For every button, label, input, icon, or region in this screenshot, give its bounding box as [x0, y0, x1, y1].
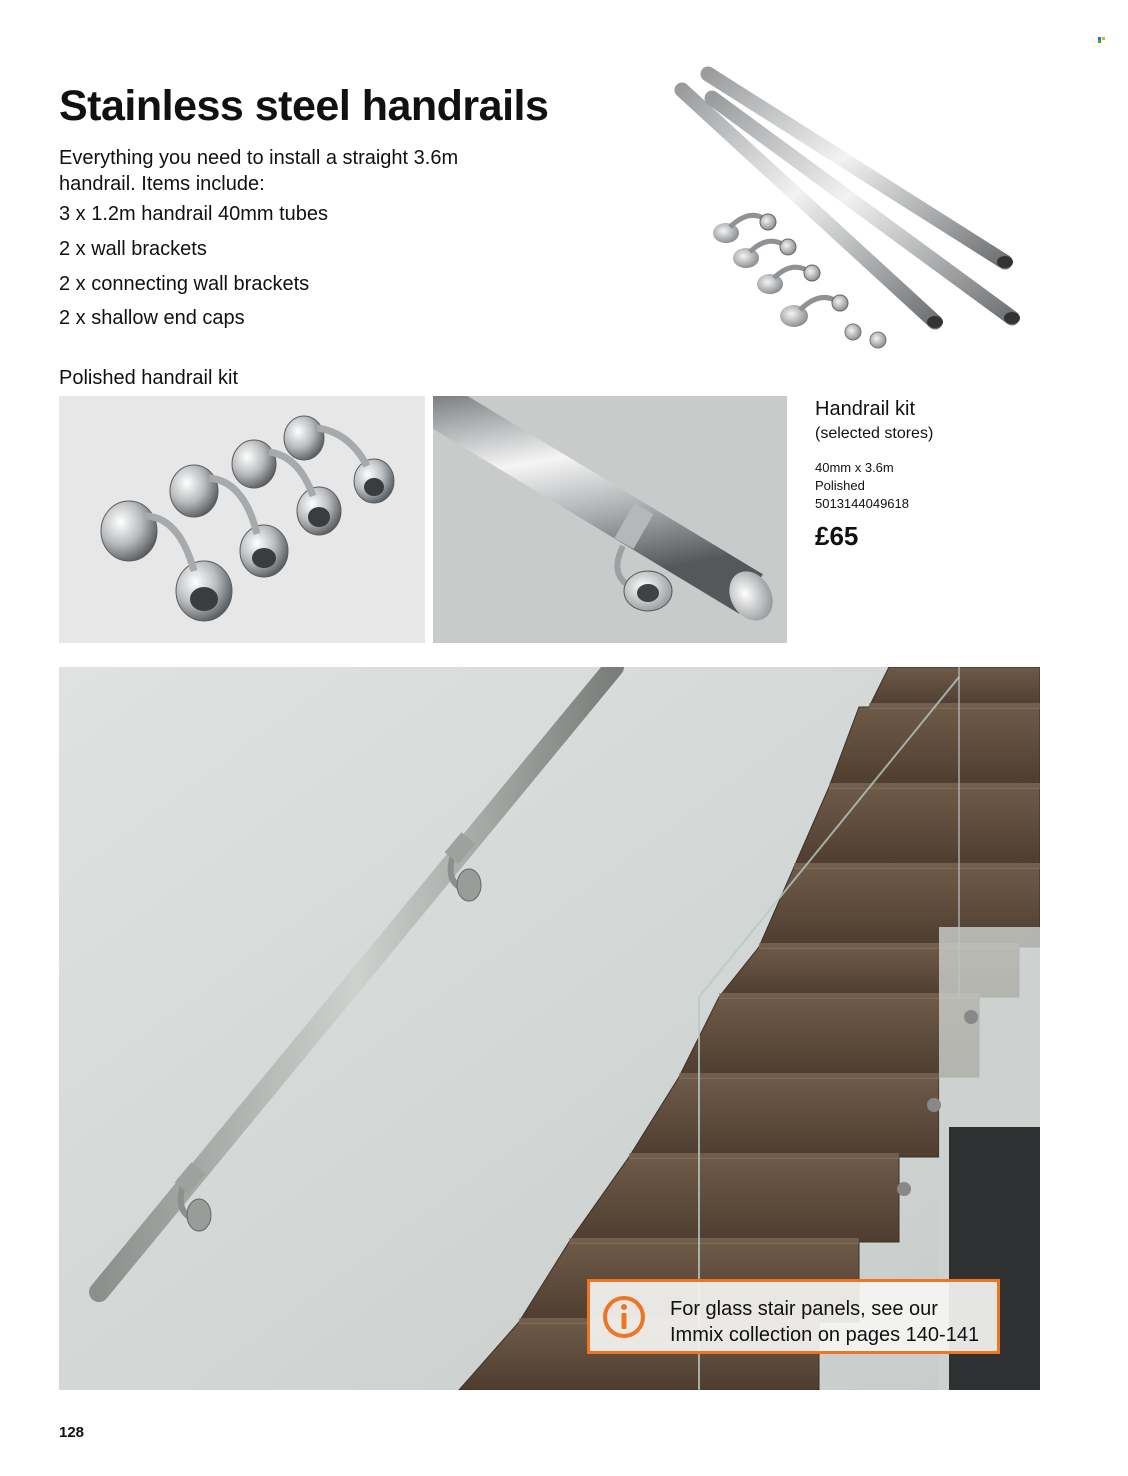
product-barcode: 5013144049618 [815, 496, 909, 511]
info-line-1: For glass stair panels, see our [670, 1298, 938, 1320]
kit-label: Polished handrail kit [59, 367, 238, 389]
product-name: Handrail kit [815, 398, 916, 420]
page-number: 128 [59, 1424, 85, 1441]
info-callout [587, 1279, 1000, 1354]
product-price: £65 [815, 521, 859, 551]
product-info [815, 398, 1075, 552]
kit-item: 2 x connecting wall brackets [59, 273, 310, 295]
brackets-photo [59, 396, 425, 643]
info-line-2: Immix collection on pages 140-141 [670, 1324, 980, 1346]
page-title: Stainless steel handrails [59, 82, 549, 130]
kit-item: 2 x wall brackets [59, 238, 207, 260]
kit-item: 2 x shallow end caps [59, 307, 245, 329]
info-icon [602, 1295, 646, 1339]
kit-item: 3 x 1.2m handrail 40mm tubes [59, 203, 329, 225]
intro-text: Everything you need to install a straight 3.6m handrail. Items include: [59, 147, 459, 195]
product-availability: (selected stores) [815, 425, 934, 442]
product-size: 40mm x 3.6m [815, 460, 894, 475]
info-text [670, 1296, 979, 1348]
brand-mark [1098, 30, 1106, 36]
rail-closeup-photo [433, 396, 787, 643]
product-finish: Polished [815, 478, 865, 493]
handrail-components-image [660, 60, 1040, 360]
